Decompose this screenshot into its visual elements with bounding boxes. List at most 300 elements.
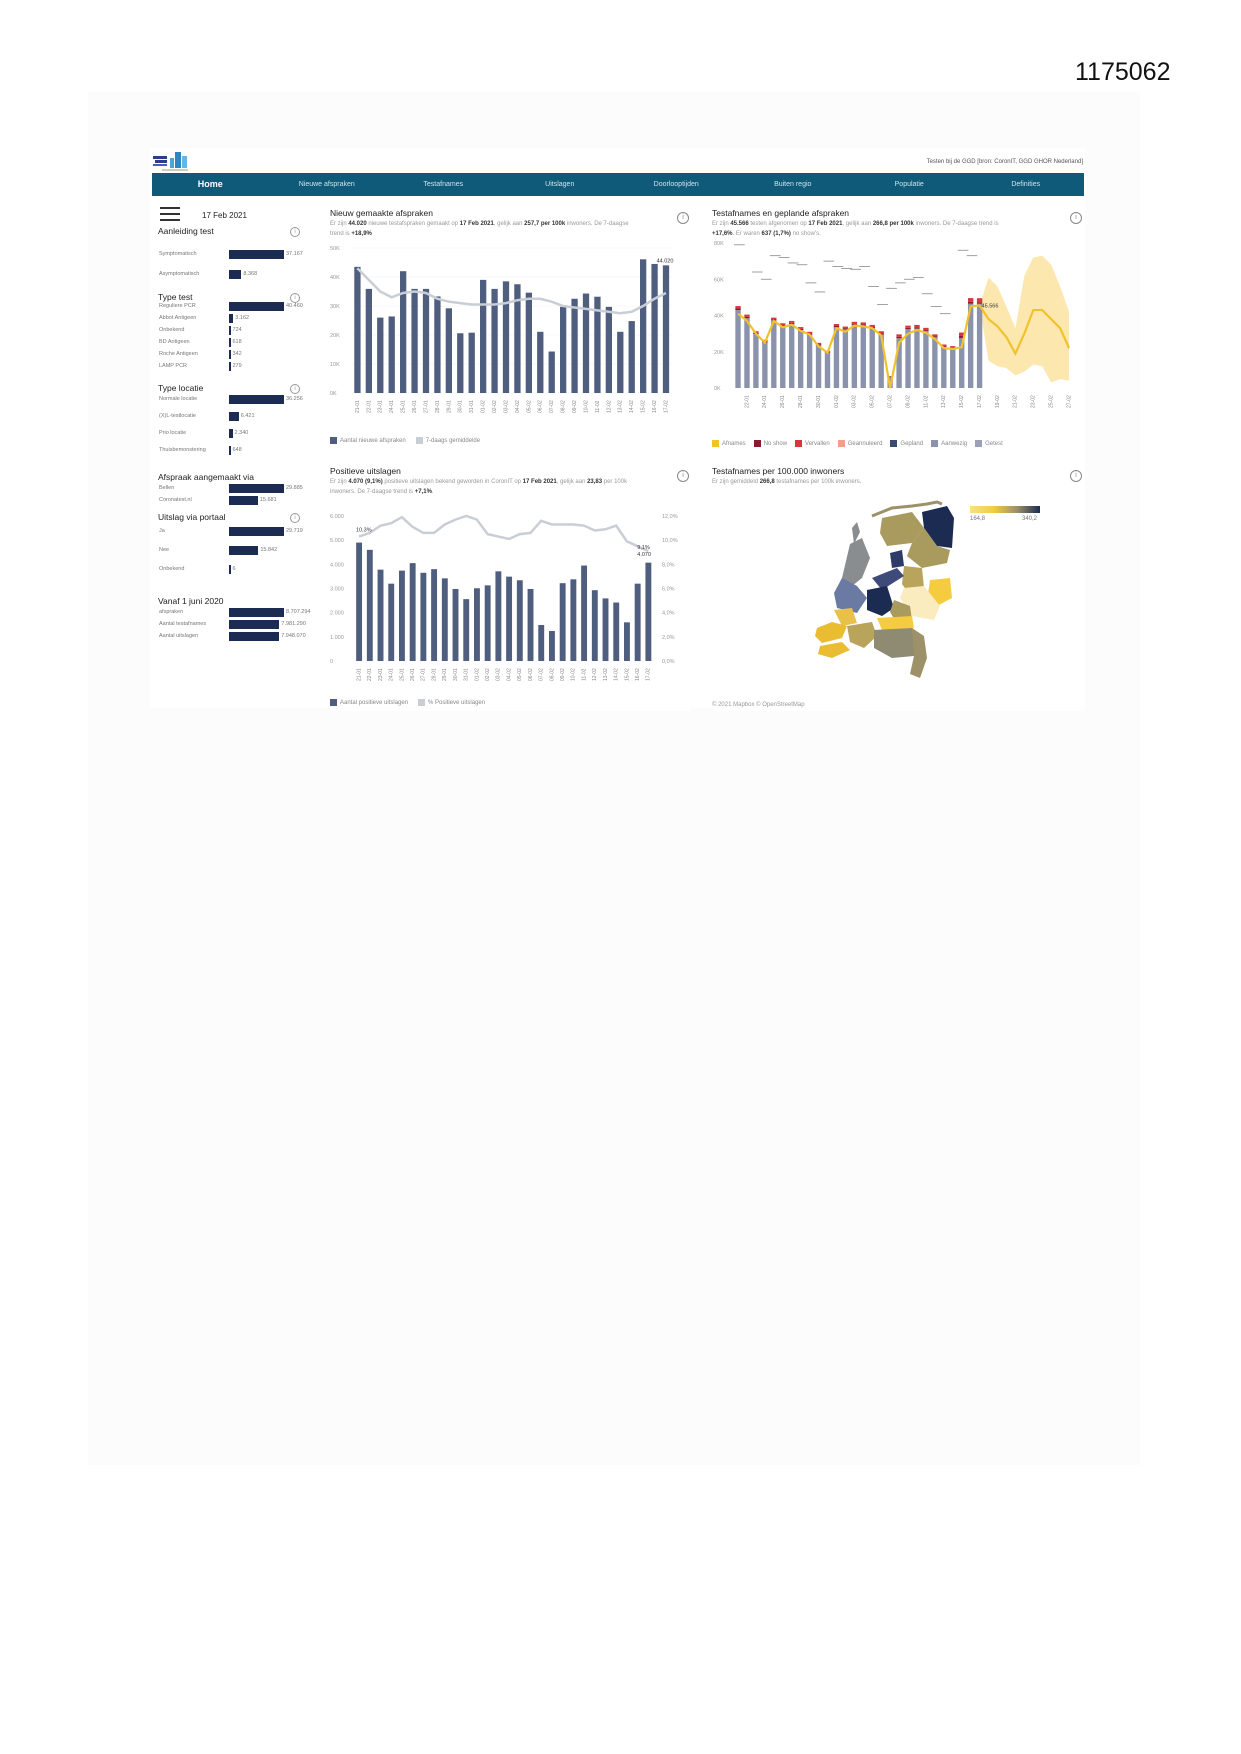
row-label: Asymptomatisch: [159, 271, 200, 277]
section-title: Uitslag via portaal: [158, 512, 226, 522]
svg-text:15-02: 15-02: [959, 395, 966, 408]
row-bar: [229, 620, 279, 629]
row-bar: [229, 412, 239, 421]
legend-item: Afnames: [712, 440, 746, 447]
row-bar: [229, 608, 284, 617]
section-title: Afspraak aangemaakt via: [158, 472, 254, 482]
svg-text:8,0%: 8,0%: [662, 562, 675, 569]
svg-text:06-02: 06-02: [527, 668, 534, 681]
svg-text:30-01: 30-01: [457, 400, 464, 413]
svg-text:13-02: 13-02: [602, 668, 609, 681]
panel-title: Testafnames per 100.000 inwoners: [712, 466, 845, 476]
svg-text:4,0%: 4,0%: [662, 610, 675, 617]
svg-text:17-02: 17-02: [663, 400, 670, 413]
svg-text:10-02: 10-02: [570, 668, 577, 681]
stacked-bar[interactable]: [861, 325, 866, 388]
bar[interactable]: [474, 588, 480, 661]
sidebar-bar-row[interactable]: [159, 496, 309, 506]
bar[interactable]: [624, 622, 630, 661]
stacked-bar[interactable]: [905, 326, 910, 328]
svg-text:10,3%: 10,3%: [356, 527, 372, 534]
row-label: afspraken: [159, 609, 184, 615]
stacked-bar[interactable]: [753, 334, 758, 388]
stacked-bar[interactable]: [896, 334, 901, 337]
svg-text:6,0%: 6,0%: [662, 586, 675, 593]
stacked-bar[interactable]: [950, 348, 955, 388]
svg-text:60K: 60K: [714, 277, 724, 284]
bar[interactable]: [506, 577, 512, 661]
bar[interactable]: [549, 631, 555, 661]
legend-item: No show: [754, 440, 787, 447]
svg-text:09-02: 09-02: [560, 668, 566, 681]
stacked-bar[interactable]: [941, 347, 946, 388]
subtitle-text: , gelijk aan: [842, 221, 873, 227]
row-value: 6: [232, 566, 236, 572]
svg-text:4.000: 4.000: [330, 562, 344, 569]
subtitle-text: nieuwe testafspraken gemaakt op: [366, 221, 460, 227]
section-title: Type test: [158, 292, 193, 302]
svg-text:14-02: 14-02: [613, 668, 620, 681]
svg-text:11-02: 11-02: [594, 400, 601, 413]
section-title: Aanleiding test: [158, 226, 214, 236]
bar[interactable]: [453, 589, 459, 661]
svg-text:29-01: 29-01: [446, 400, 453, 413]
bar[interactable]: [469, 333, 475, 393]
panel-subtitle: [712, 477, 1022, 487]
chart-legend: [712, 440, 1003, 447]
stacked-bar[interactable]: [968, 302, 973, 304]
subtitle-highlight: 637 (1,7%): [761, 231, 791, 237]
row-value: 37.167: [286, 251, 303, 257]
row-value: 29.885: [286, 485, 303, 491]
row-value: 15.681: [259, 497, 277, 503]
row-bar: [229, 546, 258, 555]
legend-item: Aantal positieve uitslagen: [330, 699, 408, 706]
row-bar: [229, 338, 231, 347]
row-label: Thuisbemonstering: [159, 447, 206, 453]
stacked-bar[interactable]: [834, 324, 839, 326]
sidebar-bar-row[interactable]: [159, 412, 309, 422]
bar[interactable]: [592, 590, 598, 661]
svg-text:40K: 40K: [714, 313, 724, 320]
bar[interactable]: [420, 573, 426, 661]
sidebar: [150, 204, 310, 704]
chart-legend: [330, 699, 485, 706]
bar[interactable]: [434, 296, 440, 393]
tab-populatie[interactable]: Populatie: [894, 181, 924, 188]
svg-text:14-02: 14-02: [629, 400, 636, 413]
svg-text:50K: 50K: [330, 246, 340, 252]
tab-uitslagen[interactable]: Uitslagen: [545, 181, 575, 188]
bar[interactable]: [389, 316, 395, 393]
scale-min: 164,8: [970, 516, 986, 522]
svg-text:0,0%: 0,0%: [662, 659, 675, 665]
bar[interactable]: [603, 598, 609, 661]
svg-text:26-01: 26-01: [410, 668, 416, 681]
legend-item: Gepland: [890, 440, 923, 447]
stacked-bar[interactable]: [744, 315, 749, 317]
stacked-bar[interactable]: [843, 327, 848, 329]
stacked-bar[interactable]: [896, 337, 901, 338]
bar[interactable]: [431, 569, 437, 661]
sidebar-bar-row[interactable]: [159, 632, 309, 642]
svg-text:05-02: 05-02: [869, 395, 876, 408]
row-bar: [229, 429, 233, 438]
map-copyright[interactable]: © 2021 Mapbox © OpenStreetMap: [712, 702, 805, 708]
bar[interactable]: [606, 307, 612, 393]
info-icon[interactable]: i: [677, 470, 689, 482]
forecast-band: [980, 256, 1069, 383]
sidebar-bar-row[interactable]: [159, 565, 309, 575]
row-label: Roche Antigeen: [159, 351, 198, 357]
stacked-bar[interactable]: [914, 325, 919, 327]
svg-text:0: 0: [330, 659, 334, 665]
subtitle-text: Er zijn: [330, 479, 349, 485]
panel-title: Nieuw gemaakte afspraken: [330, 208, 434, 218]
stacked-bar[interactable]: [825, 353, 830, 388]
row-bar: [229, 395, 284, 404]
svg-text:20K: 20K: [330, 333, 340, 339]
row-bar: [229, 250, 284, 259]
row-label: Prio locatie: [159, 430, 187, 436]
svg-text:3.000: 3.000: [330, 586, 344, 593]
svg-text:24-01: 24-01: [388, 668, 395, 681]
stacked-bar[interactable]: [905, 329, 910, 388]
svg-text:07-02: 07-02: [538, 668, 545, 681]
row-label: Coronatest.nl: [159, 497, 192, 503]
bar[interactable]: [571, 299, 577, 393]
sidebar-bar-row[interactable]: [159, 546, 309, 556]
info-icon[interactable]: i: [290, 293, 300, 303]
stacked-bar[interactable]: [735, 310, 740, 388]
sidebar-bar-row[interactable]: [159, 302, 309, 312]
stacked-bar[interactable]: [914, 327, 919, 328]
stacked-bar[interactable]: [780, 326, 785, 388]
row-label: Aantal testafnames: [159, 621, 207, 627]
stacked-bar[interactable]: [735, 306, 740, 308]
svg-text:21-01: 21-01: [356, 668, 363, 681]
subtitle-text: .: [431, 489, 434, 495]
sidebar-bar-row[interactable]: [159, 270, 309, 280]
percentage-line: [359, 516, 648, 551]
chart-legend: [330, 437, 480, 444]
tab-home[interactable]: Home: [197, 179, 223, 189]
tab-testafnames[interactable]: Testafnames: [423, 181, 464, 188]
subtitle-text: . Er waren: [732, 231, 762, 237]
svg-text:01-02: 01-02: [833, 395, 840, 408]
bar[interactable]: [517, 580, 523, 661]
stacked-bar[interactable]: [923, 330, 928, 331]
svg-text:23-02: 23-02: [1030, 395, 1037, 408]
sidebar-bar-row[interactable]: [159, 620, 309, 630]
stacked-bar[interactable]: [870, 325, 875, 327]
svg-text:16-02: 16-02: [652, 400, 658, 413]
stacked-bar[interactable]: [789, 324, 794, 388]
info-icon[interactable]: i: [290, 513, 300, 523]
sidebar-bar-row[interactable]: [159, 338, 309, 348]
bar[interactable]: [463, 599, 469, 661]
bar[interactable]: [495, 571, 501, 661]
svg-text:31-01: 31-01: [469, 400, 476, 413]
panel-title: Testafnames en geplande afspraken: [712, 208, 850, 218]
info-icon[interactable]: i: [677, 212, 689, 224]
sidebar-bar-row[interactable]: [159, 395, 309, 405]
main-nav: [152, 173, 1084, 196]
stacked-bar[interactable]: [968, 298, 973, 302]
svg-text:30-01: 30-01: [815, 395, 822, 408]
row-label: Onbekend: [159, 566, 185, 572]
bar[interactable]: [388, 584, 394, 661]
svg-text:0K: 0K: [330, 391, 337, 397]
subtitle-text: , gelijk aan: [493, 221, 525, 227]
sidebar-bar-row[interactable]: [159, 250, 309, 260]
row-value: 6.421: [240, 413, 255, 419]
svg-text:28-01: 28-01: [434, 400, 441, 413]
subtitle-highlight: 266,8 per 100k: [872, 221, 914, 227]
subtitle-text: Er zijn: [330, 221, 349, 227]
bar[interactable]: [549, 352, 555, 393]
stacked-bar[interactable]: [932, 334, 937, 336]
legend-item: Geannuleerd: [838, 440, 883, 447]
bar[interactable]: [485, 585, 491, 661]
bar[interactable]: [560, 583, 566, 661]
bar[interactable]: [366, 289, 372, 393]
bar[interactable]: [457, 333, 463, 393]
tab-doorlooptijden[interactable]: Doorlooptijden: [653, 181, 699, 188]
row-bar: [229, 565, 231, 574]
row-value: 342: [232, 351, 242, 357]
svg-text:03-02: 03-02: [851, 395, 858, 408]
subtitle-highlight: +7,1%: [414, 489, 432, 495]
bar[interactable]: [651, 264, 657, 393]
svg-text:13-02: 13-02: [941, 395, 948, 408]
bar[interactable]: [663, 265, 669, 393]
stacked-bar[interactable]: [923, 331, 928, 388]
tab-definities[interactable]: Definities: [1011, 181, 1041, 188]
stacked-bar[interactable]: [807, 335, 812, 388]
bar[interactable]: [629, 321, 635, 393]
row-bar: [229, 496, 258, 505]
svg-text:06-02: 06-02: [537, 400, 544, 413]
stacked-bar[interactable]: [852, 325, 857, 388]
bar[interactable]: [442, 578, 448, 661]
stacked-bar[interactable]: [923, 328, 928, 330]
bar[interactable]: [528, 589, 534, 661]
subtitle-text: testen afgenomen op: [748, 221, 809, 227]
stacked-bar[interactable]: [852, 322, 857, 324]
panel-subtitle: [330, 219, 630, 239]
svg-text:16-02: 16-02: [635, 668, 641, 681]
source-text: Testen bij de GGD [bron: CoronIT, GGD GHOR Nederland]: [926, 159, 1083, 165]
stacked-bar[interactable]: [932, 337, 937, 388]
svg-text:03-02: 03-02: [503, 400, 510, 413]
stacked-bar[interactable]: [977, 298, 982, 302]
row-value: 2.340: [234, 430, 249, 436]
legend-item: Aantal nieuwe afspraken: [330, 437, 406, 444]
bar[interactable]: [411, 289, 417, 393]
sidebar-bar-row[interactable]: [159, 429, 309, 439]
bar[interactable]: [581, 566, 587, 661]
row-label: (X)L-testlocatie: [159, 413, 196, 419]
bar[interactable]: [377, 318, 383, 393]
stacked-bar[interactable]: [905, 328, 910, 329]
svg-text:1.000: 1.000: [330, 634, 344, 641]
subtitle-text: positieve uitslagen bekend geworden in CoronIT op: [382, 479, 523, 485]
bar[interactable]: [480, 280, 486, 393]
svg-text:10-02: 10-02: [583, 400, 590, 413]
svg-text:04-02: 04-02: [506, 668, 513, 681]
info-icon[interactable]: i: [1070, 470, 1082, 482]
stacked-bar[interactable]: [789, 321, 794, 323]
tab-nieuwe-afspraken[interactable]: Nieuwe afspraken: [298, 181, 355, 188]
svg-text:04-02: 04-02: [514, 400, 521, 413]
selected-date[interactable]: 17 Feb 2021: [202, 211, 247, 220]
svg-text:28-01: 28-01: [431, 668, 438, 681]
info-icon[interactable]: i: [290, 227, 300, 237]
sidebar-bar-row[interactable]: [159, 608, 309, 618]
row-label: Aantal uitslagen: [159, 633, 199, 639]
subtitle-text: testafnames per 100k inwoners.: [774, 479, 862, 485]
svg-text:26-01: 26-01: [412, 400, 418, 413]
svg-text:11-02: 11-02: [923, 395, 930, 408]
svg-text:27-01: 27-01: [420, 668, 427, 681]
info-icon[interactable]: i: [290, 384, 300, 394]
stacked-bar[interactable]: [771, 320, 776, 388]
chart-testafnames: [712, 238, 1084, 438]
subtitle-highlight: 17 Feb 2021: [522, 479, 557, 485]
bar[interactable]: [537, 332, 543, 393]
subtitle-highlight: 17 Feb 2021: [459, 221, 494, 227]
row-bar: [229, 632, 279, 641]
svg-text:01-02: 01-02: [480, 400, 487, 413]
svg-text:29-01: 29-01: [442, 668, 449, 681]
svg-text:0K: 0K: [714, 386, 721, 392]
bar[interactable]: [613, 603, 619, 661]
row-value: 29.719: [286, 528, 303, 534]
svg-text:05-02: 05-02: [526, 400, 533, 413]
netherlands-map[interactable]: [812, 498, 1002, 678]
row-label: Nee: [159, 547, 170, 553]
sidebar-bar-row[interactable]: [159, 314, 309, 324]
svg-text:45.566: 45.566: [981, 303, 999, 310]
stacked-bar[interactable]: [798, 330, 803, 388]
svg-text:27-01: 27-01: [423, 400, 430, 413]
subtitle-highlight: +17,6%: [712, 231, 733, 237]
stacked-bar[interactable]: [762, 343, 767, 388]
svg-text:44.020: 44.020: [656, 258, 674, 265]
sidebar-bar-row[interactable]: [159, 484, 309, 494]
row-label: Bellen: [159, 485, 175, 491]
bar[interactable]: [378, 570, 384, 661]
svg-text:20K: 20K: [714, 349, 724, 356]
sidebar-bar-row[interactable]: [159, 446, 309, 456]
subtitle-highlight: +18,9%: [351, 231, 372, 237]
subtitle-highlight: 23,83: [587, 479, 603, 485]
tab-buiten-regio[interactable]: Buiten regio: [774, 181, 812, 188]
subtitle-highlight: 266,8: [759, 479, 775, 485]
bar[interactable]: [399, 571, 405, 661]
svg-text:30K: 30K: [330, 304, 340, 310]
bar[interactable]: [354, 267, 360, 393]
bar[interactable]: [560, 307, 566, 393]
bar[interactable]: [423, 289, 429, 393]
legend-item: Vervallen: [795, 440, 830, 447]
stacked-bar[interactable]: [861, 322, 866, 324]
stacked-bar[interactable]: [735, 308, 740, 310]
legend-item: % Positieve uitslagen: [418, 699, 485, 706]
stacked-bar[interactable]: [744, 318, 749, 388]
sidebar-bar-row[interactable]: [159, 350, 309, 360]
stacked-bar[interactable]: [843, 329, 848, 388]
svg-text:12,0%: 12,0%: [662, 514, 678, 520]
svg-text:40K: 40K: [330, 275, 340, 281]
subtitle-highlight: 4.070 (9,1%): [348, 479, 383, 485]
bar[interactable]: [645, 563, 651, 661]
bar[interactable]: [635, 584, 641, 661]
document-number: 1175062: [1075, 58, 1171, 86]
row-bar: [229, 362, 231, 371]
row-bar: [229, 350, 231, 359]
bar[interactable]: [640, 259, 646, 393]
bar[interactable]: [526, 293, 532, 393]
stacked-bar[interactable]: [870, 328, 875, 388]
row-label: Onbekend: [159, 327, 185, 333]
svg-text:25-01: 25-01: [400, 400, 407, 413]
bar[interactable]: [570, 579, 576, 661]
subtitle-text: inwoners. De 7-daagse trend is: [913, 221, 999, 227]
svg-text:08-02: 08-02: [549, 668, 556, 681]
row-value: 7.948.070: [281, 633, 306, 639]
svg-text:25-02: 25-02: [1048, 395, 1055, 408]
stacked-bar[interactable]: [816, 345, 821, 388]
scale-max: 340,2: [1022, 516, 1038, 522]
bar[interactable]: [400, 271, 406, 393]
svg-text:09-02: 09-02: [905, 395, 912, 408]
svg-text:2,0%: 2,0%: [662, 634, 675, 641]
svg-text:80K: 80K: [714, 241, 724, 247]
svg-text:5.000: 5.000: [330, 538, 344, 545]
bar[interactable]: [503, 281, 509, 393]
bar[interactable]: [410, 563, 416, 661]
sidebar-bar-row[interactable]: [159, 527, 309, 537]
subtitle-text: no show's.: [790, 231, 821, 237]
row-bar: [229, 270, 241, 279]
svg-text:22-01: 22-01: [744, 395, 751, 408]
bar[interactable]: [617, 332, 623, 393]
row-value: 279: [232, 363, 242, 369]
hamburger-menu-icon[interactable]: [160, 207, 180, 221]
subtitle-text: , gelijk aan: [556, 479, 588, 485]
sidebar-bar-row[interactable]: [159, 362, 309, 372]
chart-positieve-uitslagen: [330, 496, 690, 696]
bar[interactable]: [356, 543, 362, 661]
stacked-bar[interactable]: [914, 329, 919, 388]
sidebar-bar-row[interactable]: [159, 326, 309, 336]
row-label: Normale locatie: [159, 396, 198, 402]
bar[interactable]: [538, 625, 544, 661]
stacked-bar[interactable]: [977, 304, 982, 388]
bar[interactable]: [367, 550, 373, 661]
info-icon[interactable]: i: [1070, 212, 1082, 224]
row-bar: [229, 302, 284, 311]
bar[interactable]: [446, 308, 452, 393]
row-bar: [229, 314, 233, 323]
panel-kaart: [712, 466, 1084, 711]
panel-title: Positieve uitslagen: [330, 466, 401, 476]
row-value: 15.842: [260, 547, 278, 553]
stacked-bar[interactable]: [771, 318, 776, 319]
stacked-bar[interactable]: [950, 346, 955, 347]
